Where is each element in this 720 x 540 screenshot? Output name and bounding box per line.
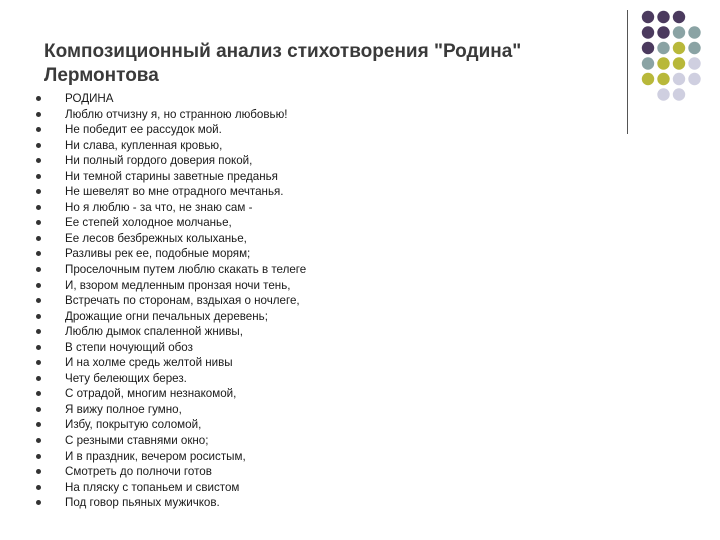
decorative-dot (688, 26, 700, 38)
decorative-dot (688, 42, 700, 54)
poem-line-text: Ее степей холодное молчанье, (65, 216, 232, 230)
bullet-icon (36, 438, 41, 443)
bullet-icon (36, 454, 41, 459)
bullet-icon (36, 267, 41, 272)
poem-line (36, 91, 306, 107)
bullet-icon (36, 251, 41, 256)
poem-line (36, 107, 306, 123)
poem-line (36, 371, 306, 387)
decorative-dot (673, 57, 685, 69)
bullet-icon (36, 407, 41, 412)
poem-line (36, 480, 306, 496)
poem-line (36, 324, 306, 340)
poem-line (36, 246, 306, 262)
bullet-icon (36, 485, 41, 490)
decorative-dot (657, 42, 669, 54)
poem-line-text: РОДИНА (65, 92, 114, 105)
poem-line (36, 495, 306, 511)
poem-line (36, 278, 306, 294)
poem-line (36, 169, 306, 185)
poem-line (36, 309, 306, 325)
poem-line-text: Ее лесов безбрежных колыханье, (65, 231, 247, 245)
decorative-dot (657, 57, 669, 69)
poem-line-text: В степи ночующий обоз (65, 340, 193, 354)
decorative-divider-line (627, 10, 628, 134)
decorative-dot (673, 11, 685, 23)
bullet-icon (36, 236, 41, 241)
decorative-dot (688, 73, 700, 85)
poem-line (36, 215, 306, 231)
poem-line-text: Не шевелят во мне отрадного мечтанья. (65, 185, 284, 199)
poem-line-text: С отрадой, многим незнакомой, (65, 387, 237, 401)
bullet-icon (36, 112, 41, 117)
bullet-icon (36, 143, 41, 148)
decorative-dot (673, 42, 685, 54)
poem-line (36, 138, 306, 154)
poem-line-text: Ни полный гордого доверия покой, (65, 154, 253, 168)
poem-line-text: И в праздник, вечером росистым, (65, 449, 246, 463)
poem-line-text: Я вижу полное гумно, (65, 402, 182, 416)
poem-line-text: Ни слава, купленная кровью, (65, 138, 223, 152)
poem-line (36, 449, 306, 465)
decorative-dot (657, 73, 669, 85)
poem-line-text: Проселочным путем люблю скакать в телеге (65, 263, 307, 277)
poem-line-text: Ни темной старины заветные преданья (65, 169, 278, 183)
bullet-icon (36, 500, 41, 505)
poem-line-text: И на холме средь желтой нивы (65, 356, 233, 370)
bullet-icon (36, 174, 41, 179)
bullet-icon (36, 205, 41, 210)
bullet-icon (36, 96, 41, 101)
poem-line-text: Люблю отчизну я, но странною любовью! (65, 107, 288, 121)
poem-line (36, 402, 306, 418)
poem-line-text: Чету белеющих берез. (65, 371, 187, 385)
poem-line (36, 231, 306, 247)
poem-line-text: Не победит ее рассудок мой. (65, 123, 222, 137)
slide-title: Композиционный анализ стихотворения "Родина" Лермонтова (44, 41, 522, 86)
poem-line (36, 153, 306, 169)
poem-line (36, 433, 306, 449)
poem-line (36, 340, 306, 356)
poem-line (36, 122, 306, 138)
poem-line (36, 200, 306, 216)
decorative-dot (673, 26, 685, 38)
poem-line-text: И, взором медленным пронзая ночи тень, (65, 278, 291, 292)
bullet-icon (36, 298, 41, 303)
decorative-dot (673, 88, 685, 100)
decorative-dot (673, 73, 685, 85)
poem-line-text: Люблю дымок спаленной жнивы, (65, 325, 243, 339)
poem-line-text: С резными ставнями окно; (65, 434, 209, 448)
bullet-icon (36, 158, 41, 163)
poem-line-text: Разливы рек ее, подобные морям; (65, 247, 251, 261)
bullet-icon (36, 314, 41, 319)
poem-line (36, 184, 306, 200)
poem-line-text: Дрожащие огни печальных деревень; (65, 309, 268, 323)
bullet-icon (36, 329, 41, 334)
poem-line-text: Под говор пьяных мужичков. (65, 496, 220, 510)
decorative-dot (688, 57, 700, 69)
decorative-dot (642, 57, 654, 69)
poem-line (36, 262, 306, 278)
poem-line-text: Избу, покрытую соломой, (65, 418, 202, 432)
bullet-icon (36, 189, 41, 194)
decorative-dot (657, 11, 669, 23)
poem-line (36, 293, 306, 309)
bullet-icon (36, 469, 41, 474)
poem-line-text: Встречать по сторонам, вздыхая о ночлеге, (65, 294, 300, 308)
poem-line (36, 417, 306, 433)
bullet-icon (36, 283, 41, 288)
poem-list (36, 91, 306, 511)
poem-line-text: Смотреть до полночи готов (65, 465, 212, 479)
poem-line (36, 386, 306, 402)
bullet-icon (36, 391, 41, 396)
poem-line (36, 464, 306, 480)
decorative-dot (657, 26, 669, 38)
poem-line-text: На пляску с топаньем и свистом (65, 480, 240, 494)
decorative-dot (657, 88, 669, 100)
bullet-icon (36, 345, 41, 350)
decorative-dot (642, 11, 654, 23)
decorative-dot (642, 73, 654, 85)
poem-line-text: Но я люблю - за что, не знаю сам - (65, 200, 253, 214)
decorative-dot (642, 42, 654, 54)
bullet-icon (36, 220, 41, 225)
poem-line (36, 355, 306, 371)
bullet-icon (36, 360, 41, 365)
decorative-dot (642, 26, 654, 38)
bullet-icon (36, 422, 41, 427)
bullet-icon (36, 127, 41, 132)
bullet-icon (36, 376, 41, 381)
